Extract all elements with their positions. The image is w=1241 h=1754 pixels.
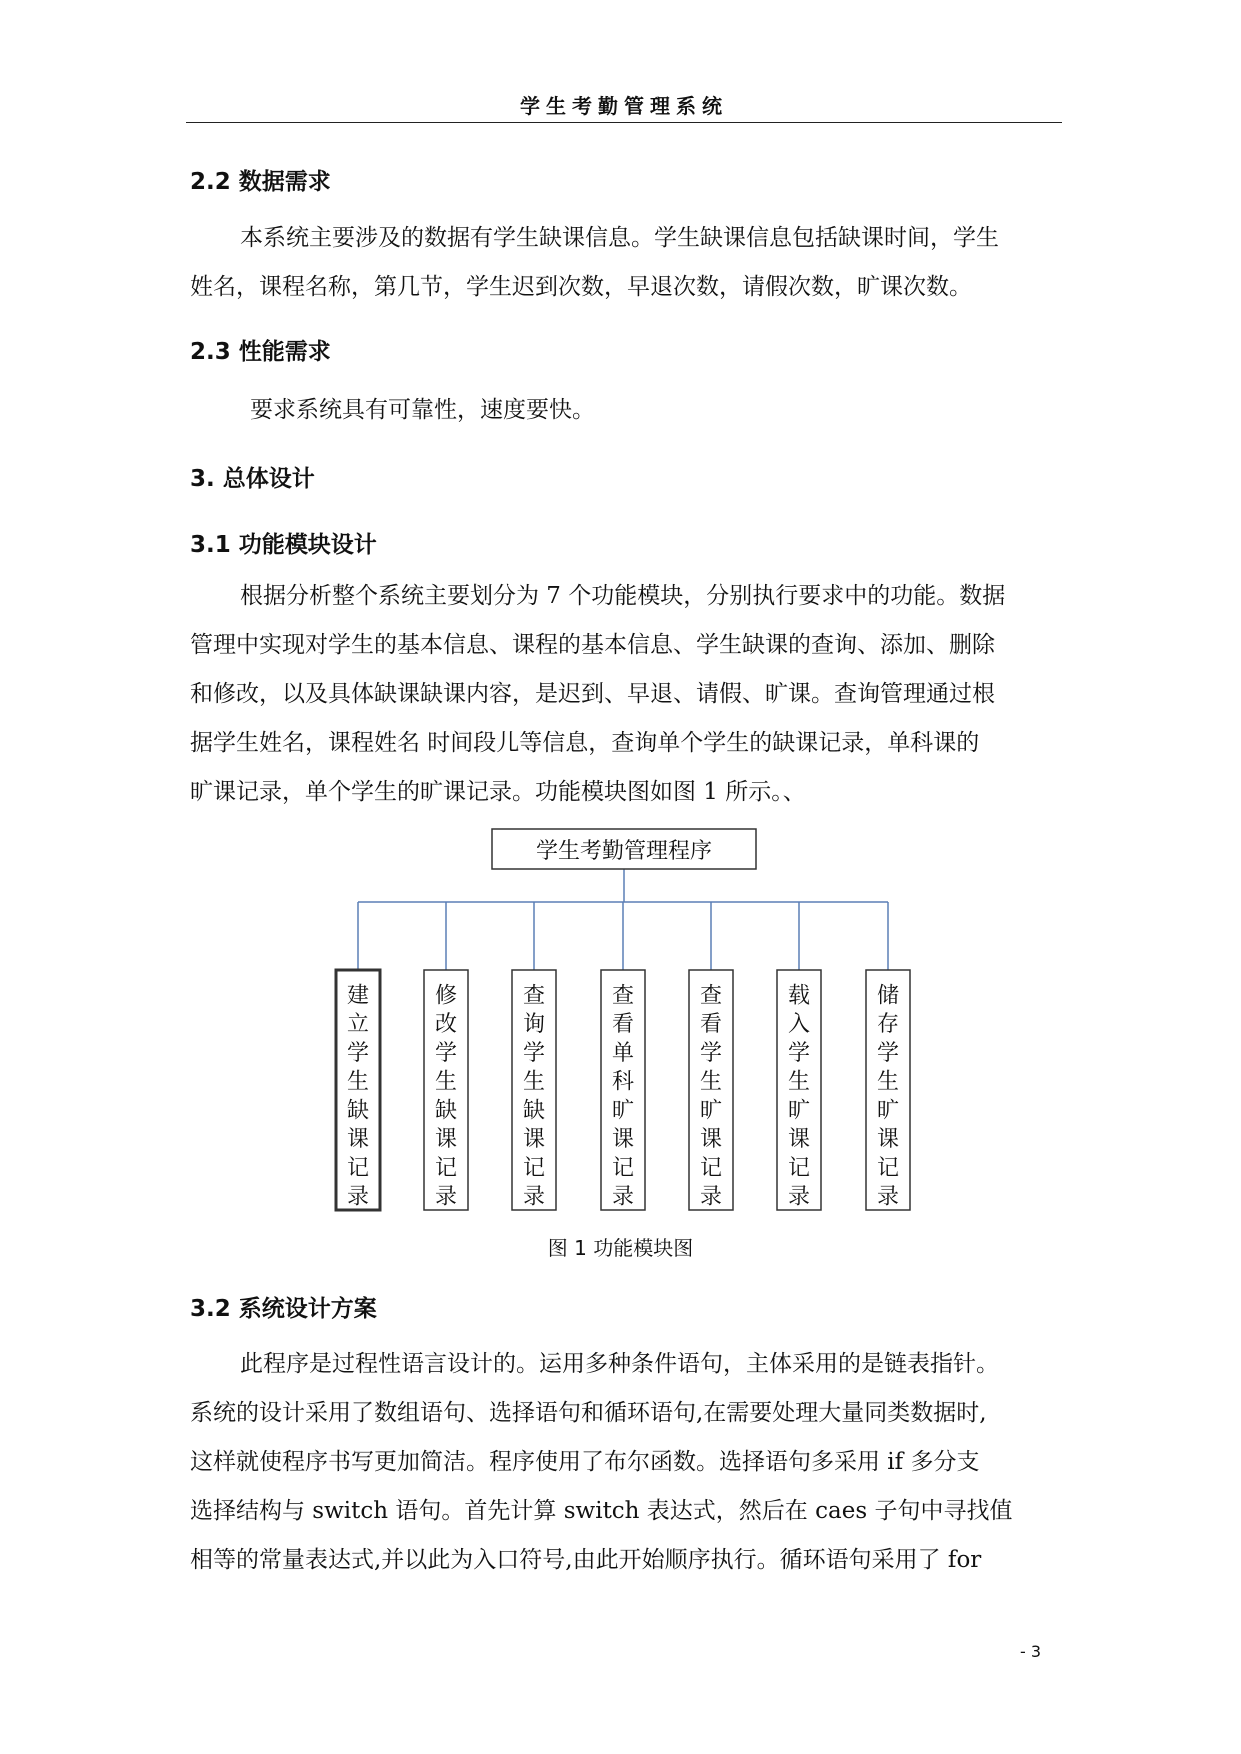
module-label-char: 改 — [434, 1012, 458, 1038]
module-label-char: 旷 — [611, 1098, 635, 1124]
module-label-char: 看 — [611, 1012, 635, 1038]
module-label-char: 记 — [611, 1155, 635, 1181]
para-line: 选择结构与 switch 语句。首先计算 switch 表达式，然后在 caes 子句中寻找值 — [190, 1498, 1013, 1524]
para-line: 管理中实现对学生的基本信息、课程的基本信息、学生缺课的查询、添加、删除 — [190, 632, 995, 658]
module-label-char: 课 — [876, 1127, 900, 1153]
para-line: 要求系统具有可靠性，速度要快。 — [250, 397, 595, 423]
module-label-char: 学 — [787, 1040, 811, 1066]
module-label-char: 建 — [346, 983, 370, 1009]
module-label-char: 录 — [434, 1184, 458, 1210]
module-label-char: 记 — [876, 1155, 900, 1181]
heading-2-2: 2.2 数据需求 — [190, 169, 331, 195]
module-label-char: 学 — [346, 1040, 370, 1066]
module-label-char: 修 — [434, 983, 458, 1009]
module-label-char: 旷 — [787, 1098, 811, 1124]
para-line: 本系统主要涉及的数据有学生缺课信息。学生缺课信息包括缺课时间，学生 — [240, 225, 999, 251]
module-label-char: 生 — [699, 1069, 723, 1095]
root-label: 学生考勤管理程序 — [535, 839, 713, 864]
module-label-char: 记 — [434, 1155, 458, 1181]
module-label-char: 存 — [876, 1012, 900, 1038]
page-header-title: 学生考勤管理系统 — [520, 94, 728, 118]
module-label-char: 询 — [522, 1012, 546, 1038]
para-line: 根据分析整个系统主要划分为 7 个功能模块，分别执行要求中的功能。数据 — [240, 583, 1006, 609]
module-label-char: 单 — [611, 1040, 635, 1066]
module-label-char: 录 — [611, 1184, 635, 1210]
module-label-char: 学 — [522, 1040, 546, 1066]
page-number: - 3 — [1020, 1642, 1042, 1661]
para-line: 据学生姓名，课程姓名 时间段儿等信息，查询单个学生的缺课记录，单科课的 — [190, 730, 980, 756]
module-label-char: 录 — [699, 1184, 723, 1210]
module-label-char: 缺 — [434, 1098, 458, 1124]
para-line: 这样就使程序书写更加简洁。程序使用了布尔函数。选择语句多采用 if 多分支 — [190, 1449, 980, 1475]
para-line: 旷课记录，单个学生的旷课记录。功能模块图如图 1 所示。、 — [190, 779, 806, 805]
module-label-char: 学 — [699, 1040, 723, 1066]
module-label-char: 录 — [346, 1184, 370, 1210]
module-label-char: 课 — [522, 1127, 546, 1153]
module-label-char: 课 — [346, 1127, 370, 1153]
para-line: 系统的设计采用了数组语句、选择语句和循环语句,在需要处理大量同类数据时, — [190, 1400, 987, 1426]
para-line: 姓名，课程名称，第几节，学生迟到次数，早退次数，请假次数，旷课次数。 — [190, 274, 972, 300]
module-label-char: 生 — [346, 1069, 370, 1095]
figure-caption: 图 1 功能模块图 — [547, 1236, 694, 1260]
module-label-char: 课 — [611, 1127, 635, 1153]
module-label-char: 学 — [434, 1040, 458, 1066]
module-label-char: 载 — [787, 983, 811, 1009]
module-label-char: 生 — [522, 1069, 546, 1095]
module-label-char: 看 — [699, 1012, 723, 1038]
module-label-char: 缺 — [346, 1098, 370, 1124]
heading-3-1: 3.1 功能模块设计 — [190, 532, 377, 558]
module-label-char: 生 — [876, 1069, 900, 1095]
module-label-char: 录 — [522, 1184, 546, 1210]
module-label-char: 记 — [522, 1155, 546, 1181]
module-label-char: 生 — [787, 1069, 811, 1095]
module-boxes — [336, 970, 910, 1210]
module-label-char: 缺 — [522, 1098, 546, 1124]
heading-2-3: 2.3 性能需求 — [190, 339, 331, 365]
heading-3-2: 3.2 系统设计方案 — [190, 1296, 377, 1322]
para-line: 相等的常量表达式,并以此为入口符号,由此开始顺序执行。循环语句采用了 for — [190, 1547, 982, 1573]
module-label-char: 查 — [522, 983, 546, 1009]
module-label-char: 录 — [787, 1184, 811, 1210]
para-3-2 — [190, 1340, 1070, 1585]
para-line: 此程序是过程性语言设计的。运用多种条件语句，主体采用的是链表指针。 — [240, 1351, 999, 1377]
connector-lines — [358, 869, 888, 970]
para-line: 和修改，以及具体缺课缺课内容，是迟到、早退、请假、旷课。查询管理通过根 — [190, 681, 995, 707]
module-label-char: 旷 — [876, 1098, 900, 1124]
module-label-char: 记 — [699, 1155, 723, 1181]
module-label-char: 储 — [876, 983, 900, 1009]
module-label-char: 课 — [434, 1127, 458, 1153]
module-label-char: 旷 — [699, 1098, 723, 1124]
module-label-char: 立 — [346, 1012, 370, 1038]
module-label-char: 查 — [699, 983, 723, 1009]
module-label-char: 学 — [876, 1040, 900, 1066]
module-label-char: 课 — [699, 1127, 723, 1153]
module-label-char: 查 — [611, 983, 635, 1009]
module-label-char: 生 — [434, 1069, 458, 1095]
module-label-char: 录 — [876, 1184, 900, 1210]
heading-3: 3. 总体设计 — [190, 466, 315, 492]
module-label-char: 记 — [787, 1155, 811, 1181]
module-label-char: 课 — [787, 1127, 811, 1153]
module-label-char: 入 — [787, 1012, 811, 1038]
module-label-char: 记 — [346, 1155, 370, 1181]
module-label-char: 科 — [611, 1069, 635, 1095]
